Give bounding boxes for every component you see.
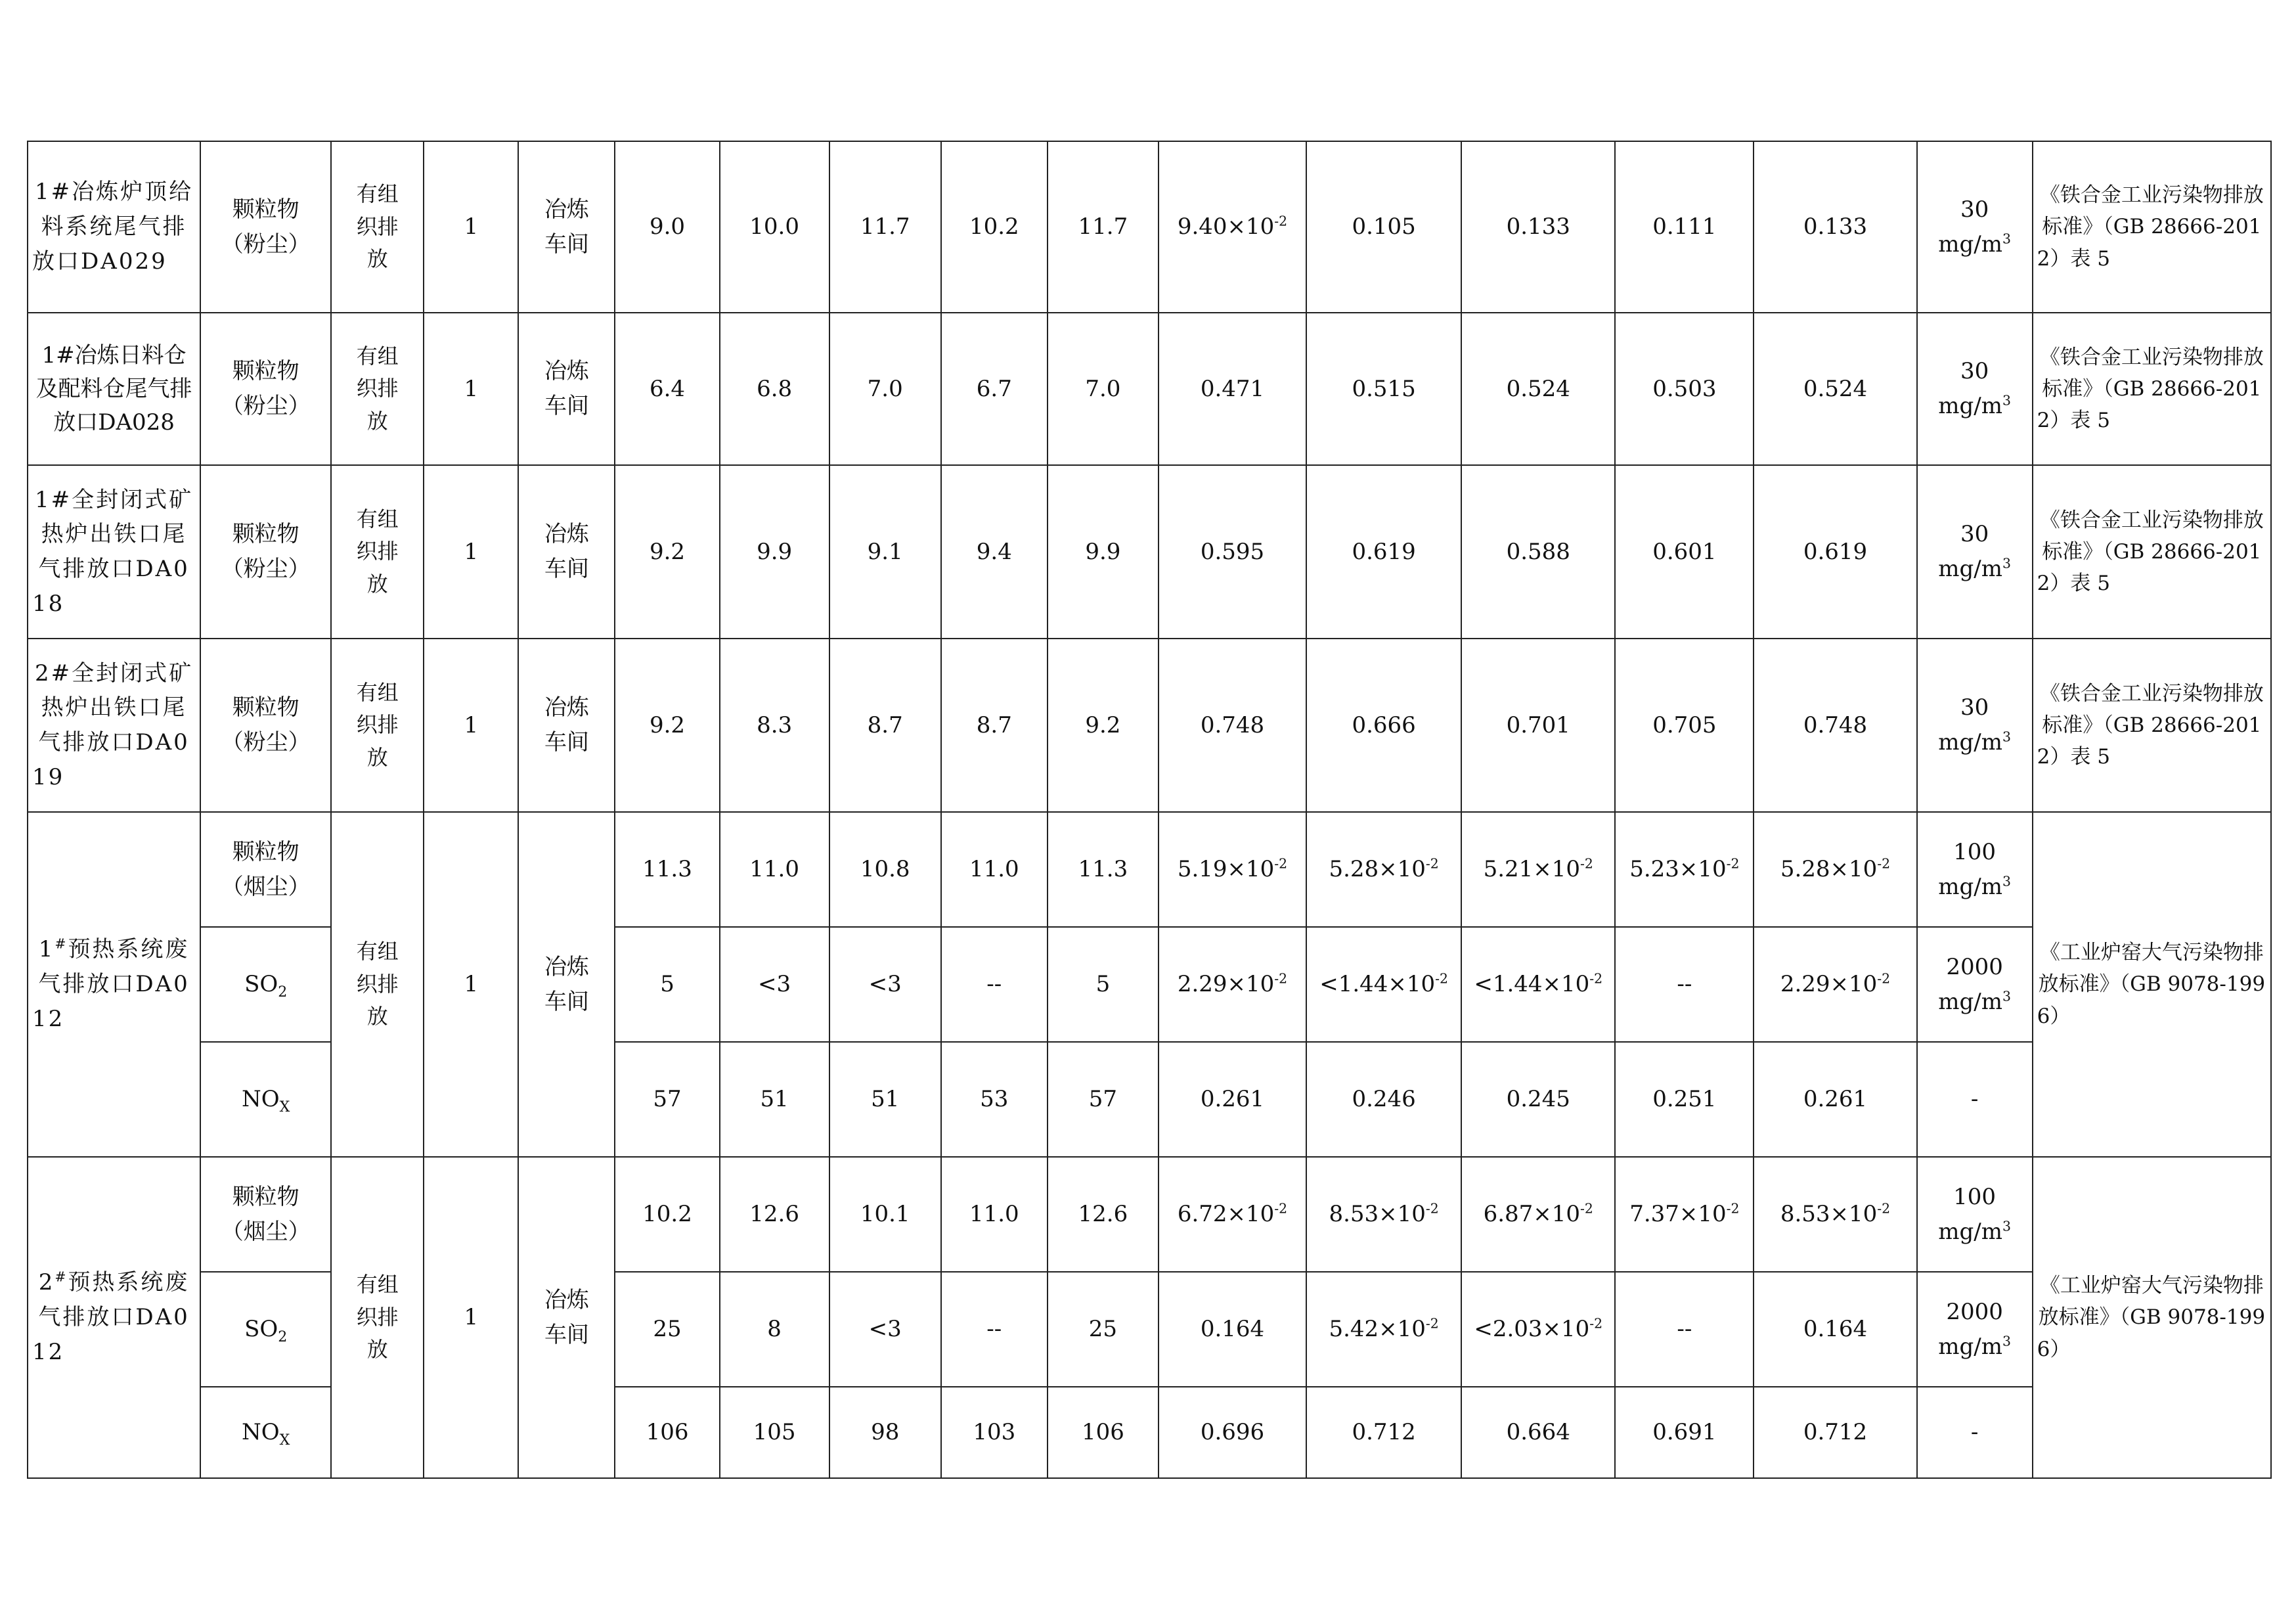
count-cell: 1 [424,1157,518,1478]
rate-3: $6.87\times 10^{-2}$ [1461,1157,1615,1272]
rate-1: $2.29\times 10^{-2}$ [1159,927,1306,1042]
limit-cell: 30 $mg/m^3$ [1917,141,2033,313]
conc-max: 9.2 [1048,639,1159,812]
conc-3: 51 [829,1042,941,1157]
standard-cell: 《铁合金工业污染物排放标准》（GB 28666-2012）表 5 [2033,639,2271,812]
rate-3: 0.588 [1461,465,1615,639]
standard-cell: 《铁合金工业污染物排放标准》（GB 28666-2012）表 5 [2033,465,2271,639]
rate-3: 0.701 [1461,639,1615,812]
rate-3: 0.524 [1461,313,1615,465]
table-row [28,812,2271,927]
rate-3: 0.133 [1461,141,1615,313]
conc-max: 57 [1048,1042,1159,1157]
rate-4: 0.601 [1615,465,1754,639]
rate-3: 0.664 [1461,1387,1615,1478]
conc-1: 9.2 [615,639,719,812]
conc-2: 51 [720,1042,829,1157]
rate-max: 0.524 [1754,313,1916,465]
conc-4: -- [941,927,1048,1042]
pollutant-cell: $SO_2$ [200,927,331,1042]
rate-1: $5.19\times 10^{-2}$ [1159,812,1306,927]
rate-4: $5.23\times 10^{-2}$ [1615,812,1754,927]
conc-2: 105 [720,1387,829,1478]
rate-max: 0.164 [1754,1272,1916,1387]
conc-max: 11.3 [1048,812,1159,927]
outlet-name: 1#全封闭式矿热炉出铁口尾气排放口DA018 [28,465,200,639]
workshop-cell: 冶炼 车间 [518,313,615,465]
emission-mode: 有组 织排 放 [331,465,424,639]
conc-4: 53 [941,1042,1048,1157]
conc-2: 11.0 [720,812,829,927]
rate-2: 0.666 [1306,639,1461,812]
conc-max: 11.7 [1048,141,1159,313]
rate-1: 0.748 [1159,639,1306,812]
rate-max: $5.28\times 10^{-2}$ [1754,812,1916,927]
conc-1: 10.2 [615,1157,719,1272]
rate-max: 0.619 [1754,465,1916,639]
rate-1: 0.471 [1159,313,1306,465]
rate-2: 0.515 [1306,313,1461,465]
count-cell: 1 [424,639,518,812]
rate-3: $<1.44\times 10^{-2}$ [1461,927,1615,1042]
conc-4: 9.4 [941,465,1048,639]
rate-3: $5.21\times 10^{-2}$ [1461,812,1615,927]
conc-4: 11.0 [941,812,1048,927]
conc-max: 7.0 [1048,313,1159,465]
rate-1: 0.261 [1159,1042,1306,1157]
pollutant-cell: $NO_X$ [200,1387,331,1478]
rate-1: 0.595 [1159,465,1306,639]
workshop-cell: 冶炼 车间 [518,465,615,639]
conc-2: 8.3 [720,639,829,812]
rate-4: $7.37\times 10^{-2}$ [1615,1157,1754,1272]
rate-3: 0.245 [1461,1042,1615,1157]
conc-max: 9.9 [1048,465,1159,639]
rate-max: 0.748 [1754,639,1916,812]
conc-3: 8.7 [829,639,941,812]
rate-2: 0.712 [1306,1387,1461,1478]
rate-1: 0.696 [1159,1387,1306,1478]
conc-1: 6.4 [615,313,719,465]
emission-mode: 有组 织排 放 [331,639,424,812]
conc-3: 7.0 [829,313,941,465]
rate-2: 0.105 [1306,141,1461,313]
standard-cell: 《铁合金工业污染物排放标准》（GB 28666-2012）表 5 [2033,141,2271,313]
count-cell: 1 [424,141,518,313]
conc-3: 11.7 [829,141,941,313]
conc-1: 5 [615,927,719,1042]
outlet-name: 1#冶炼炉顶给料系统尾气排放口DA029 [28,141,200,313]
rate-3: $<2.03\times 10^{-2}$ [1461,1272,1615,1387]
emission-mode: 有组 织排 放 [331,1157,424,1478]
outlet-name: 2#预热系统废气排放口DA012 [28,1157,200,1478]
conc-1: 57 [615,1042,719,1157]
pollutant-cell: $NO_X$ [200,1042,331,1157]
limit-cell: 30 $mg/m^3$ [1917,465,2033,639]
rate-max: $8.53\times 10^{-2}$ [1754,1157,1916,1272]
rate-max: $2.29\times 10^{-2}$ [1754,927,1916,1042]
conc-4: 6.7 [941,313,1048,465]
emission-mode: 有组 织排 放 [331,812,424,1157]
rate-2: $8.53\times 10^{-2}$ [1306,1157,1461,1272]
conc-max: 25 [1048,1272,1159,1387]
limit-cell: 100 $mg/m^3$ [1917,1157,2033,1272]
conc-max: 106 [1048,1387,1159,1478]
rate-4: -- [1615,927,1754,1042]
standard-cell: 《铁合金工业污染物排放标准》（GB 28666-2012）表 5 [2033,313,2271,465]
rate-max: 0.261 [1754,1042,1916,1157]
table-row [28,1157,2271,1272]
conc-4: 10.2 [941,141,1048,313]
rate-4: 0.503 [1615,313,1754,465]
rate-1: $9.40\times 10^{-2}$ [1159,141,1306,313]
table-row [28,141,2271,313]
limit-cell: 30 $mg/m^3$ [1917,639,2033,812]
count-cell: 1 [424,313,518,465]
rate-4: 0.691 [1615,1387,1754,1478]
rate-2: $<1.44\times 10^{-2}$ [1306,927,1461,1042]
rate-4: -- [1615,1272,1754,1387]
conc-2: 10.0 [720,141,829,313]
pollutant-cell: 颗粒物 （粉尘） [200,313,331,465]
emission-mode: 有组 织排 放 [331,313,424,465]
emission-monitoring-table [27,141,2272,1479]
conc-4: 103 [941,1387,1048,1478]
conc-3: 98 [829,1387,941,1478]
conc-2: 6.8 [720,313,829,465]
rate-2: 0.246 [1306,1042,1461,1157]
conc-3: 10.1 [829,1157,941,1272]
pollutant-cell: $SO_2$ [200,1272,331,1387]
rate-2: 0.619 [1306,465,1461,639]
workshop-cell: 冶炼 车间 [518,812,615,1157]
conc-1: 9.0 [615,141,719,313]
count-cell: 1 [424,812,518,1157]
count-cell: 1 [424,465,518,639]
conc-3: <3 [829,1272,941,1387]
pollutant-cell: 颗粒物 （烟尘） [200,812,331,927]
conc-max: 5 [1048,927,1159,1042]
limit-cell: 2000 $mg/m^3$ [1917,927,2033,1042]
conc-4: 11.0 [941,1157,1048,1272]
workshop-cell: 冶炼 车间 [518,141,615,313]
conc-3: 10.8 [829,812,941,927]
conc-2: 8 [720,1272,829,1387]
conc-1: 106 [615,1387,719,1478]
limit-cell: 100 $mg/m^3$ [1917,812,2033,927]
rate-4: 0.111 [1615,141,1754,313]
conc-3: 9.1 [829,465,941,639]
pollutant-cell: 颗粒物 （粉尘） [200,639,331,812]
conc-1: 11.3 [615,812,719,927]
conc-1: 25 [615,1272,719,1387]
limit-cell: 2000 $mg/m^3$ [1917,1272,2033,1387]
workshop-cell: 冶炼 车间 [518,639,615,812]
limit-cell: - [1917,1042,2033,1157]
workshop-cell: 冶炼 车间 [518,1157,615,1478]
conc-3: <3 [829,927,941,1042]
limit-cell: - [1917,1387,2033,1478]
conc-2: 9.9 [720,465,829,639]
outlet-name: 2#全封闭式矿热炉出铁口尾气排放口DA019 [28,639,200,812]
outlet-name: 1#冶炼日料仓及配料仓尾气排放口DA028 [28,313,200,465]
rate-2: $5.42\times 10^{-2}$ [1306,1272,1461,1387]
rate-4: 0.251 [1615,1042,1754,1157]
standard-cell: 《工业炉窑大气污染物排放标准》（GB 9078-1996） [2033,1157,2271,1478]
table-row [28,639,2271,812]
rate-1: $6.72\times 10^{-2}$ [1159,1157,1306,1272]
rate-2: $5.28\times 10^{-2}$ [1306,812,1461,927]
rate-max: 0.133 [1754,141,1916,313]
pollutant-cell: 颗粒物 （粉尘） [200,141,331,313]
standard-cell: 《工业炉窑大气污染物排放标准》（GB 9078-1996） [2033,812,2271,1157]
emission-mode: 有组 织排 放 [331,141,424,313]
conc-max: 12.6 [1048,1157,1159,1272]
table-row [28,313,2271,465]
rate-4: 0.705 [1615,639,1754,812]
table-row [28,465,2271,639]
conc-4: 8.7 [941,639,1048,812]
conc-1: 9.2 [615,465,719,639]
limit-cell: 30 $mg/m^3$ [1917,313,2033,465]
rate-max: 0.712 [1754,1387,1916,1478]
conc-2: <3 [720,927,829,1042]
pollutant-cell: 颗粒物 （粉尘） [200,465,331,639]
conc-4: -- [941,1272,1048,1387]
pollutant-cell: 颗粒物 （烟尘） [200,1157,331,1272]
rate-1: 0.164 [1159,1272,1306,1387]
conc-2: 12.6 [720,1157,829,1272]
outlet-name: 1#预热系统废气排放口DA012 [28,812,200,1157]
